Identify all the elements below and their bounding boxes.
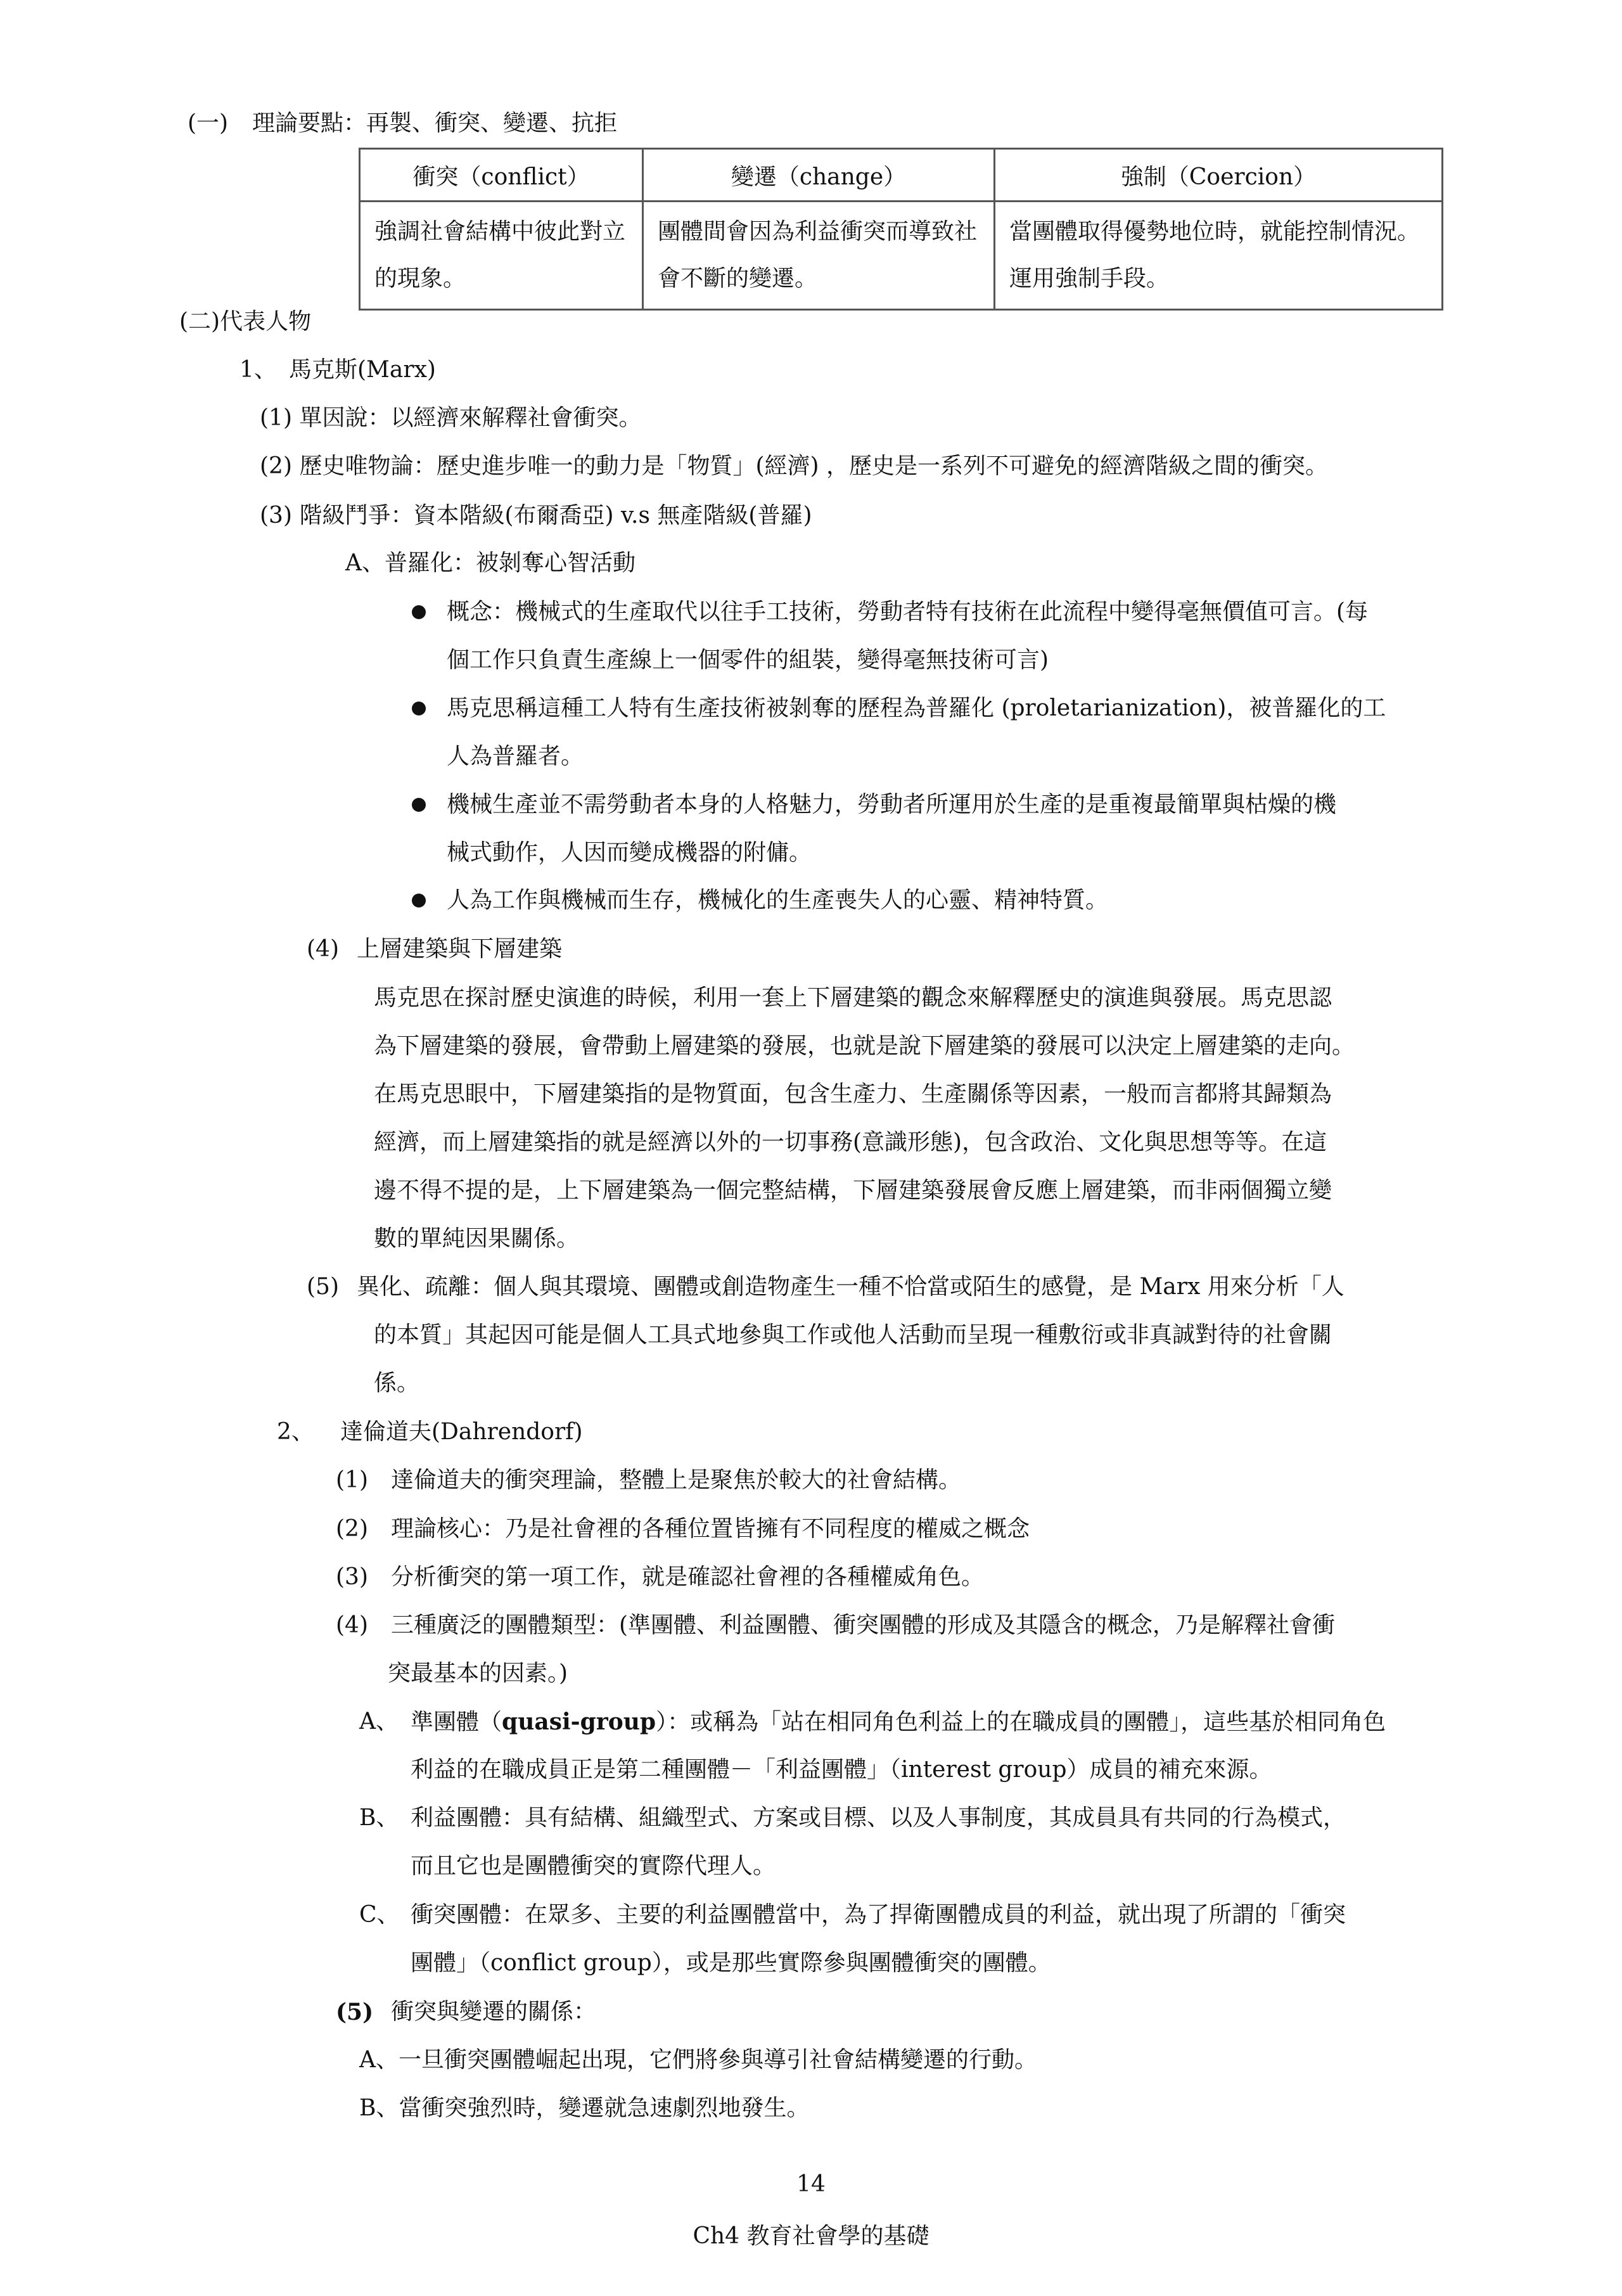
dahrendorf-title-number: 2、	[277, 1419, 314, 1445]
table-cell-conflict: 強調社會結構中彼此對立的現象。	[360, 202, 643, 310]
section-2-heading: (二)代表人物	[179, 309, 312, 335]
marx-point-4-line: 數的單純因果關係。	[374, 1226, 580, 1252]
marx-point-4-line: 馬克思在探討歷史演進的時候，利用一套上下層建築的觀念來解釋歷史的演進與發展。馬克思認	[374, 985, 1332, 1011]
marx-point-5-number: (5)	[307, 1274, 339, 1300]
table-header-change: 變遷（change）	[643, 149, 995, 202]
bullet-2-line-1: 馬克思稱這種工人特有生產技術被剝奪的歷程為普羅化 (proletarianization)，被普羅化的工	[447, 695, 1386, 721]
marx-point-1: (1) 單因說：以經濟來解釋社會衝突。	[260, 405, 642, 431]
conflict-group-line-1: 衝突團體：在眾多、主要的利益團體當中，為了捍衛團體成員的利益，就出現了所謂的「衝突	[411, 1902, 1346, 1928]
dahrendorf-item-text: 分析衝突的第一項工作，就是確認社會裡的各種權威角色。	[391, 1564, 985, 1590]
bullet-4-line-1: 人為工作與機械而生存，機械化的生產喪失人的心靈、精神特質。	[447, 887, 1109, 913]
dahrendorf-item-number: (1)	[336, 1467, 368, 1493]
table-header-coercion: 強制（Coercion）	[995, 149, 1443, 202]
section-1-number: (一)	[188, 110, 229, 136]
dahrendorf-item-number: (3)	[336, 1564, 368, 1590]
marx-point-4-number: (4)	[307, 936, 339, 962]
conflict-group-label: C、	[359, 1902, 400, 1928]
dahrendorf-item-4-number: (4)	[336, 1612, 368, 1638]
relation-point-b: B、當衝突強烈時，變遷就急速劇烈地發生。	[359, 2095, 810, 2121]
table-header-row	[360, 149, 1443, 202]
table-cell-change: 團體間會因為利益衝突而導致社會不斷的變遷。	[643, 202, 995, 310]
bullet-2-line-2: 人為普羅者。	[447, 743, 584, 769]
table-cell-coercion: 當團體取得優勢地位時，就能控制情況。運用強制手段。	[995, 202, 1443, 310]
marx-point-3a: A、普羅化：被剝奪心智活動	[345, 550, 635, 576]
dahrendorf-item-5-title: 衝突與變遷的關係：	[391, 1999, 597, 2025]
interest-group-label: B、	[359, 1805, 399, 1831]
interest-group-line-1: 利益團體：具有結構、組織型式、方案或目標、以及人事制度，其成員具有共同的行為模式，	[411, 1805, 1346, 1831]
interest-group-line-2: 而且它也是團體衝突的實際代理人。	[411, 1853, 776, 1879]
bullet-1-line-1: 概念：機械式的生產取代以往手工技術，勞動者特有技術在此流程中變得毫無價值可言。(每	[447, 599, 1369, 625]
dahrendorf-item-text: 理論核心：乃是社會裡的各種位置皆擁有不同程度的權威之概念	[391, 1516, 1030, 1542]
dahrendorf-item-4-line: 突最基本的因素。)	[388, 1660, 568, 1686]
chapter-footer: Ch4 教育社會學的基礎	[693, 2223, 929, 2249]
marx-point-5-line: 的本質」其起因可能是個人工具式地參與工作或他人活動而呈現一種敷衍或非真誠對待的社會關	[374, 1322, 1332, 1348]
bullet-icon	[412, 702, 426, 715]
dahrendorf-item-number: (2)	[336, 1516, 368, 1542]
marx-point-4-line: 邊不得不提的是，上下層建築為一個完整結構，下層建築發展會反應上層建築，而非兩個獨立變	[374, 1177, 1332, 1203]
marx-point-2: (2) 歷史唯物論：歷史進步唯一的動力是「物質」(經濟) ，歷史是一系列不可避免的經濟階級之間的衝突。	[260, 453, 1328, 479]
marx-point-4-line: 為下層建築的發展，會帶動上層建築的發展，也就是說下層建築的發展可以決定上層建築的走向。	[374, 1033, 1355, 1059]
marx-point-4-title: 上層建築與下層建築	[357, 936, 563, 962]
bullet-icon	[412, 605, 426, 619]
relation-point-a: A、一旦衝突團體崛起出現，它們將參與導引社會結構變遷的行動。	[359, 2047, 1037, 2073]
marx-point-3: (3) 階級鬥爭：資本階級(布爾喬亞) v.s 無產階級(普羅)	[260, 503, 812, 529]
table-header-conflict: 衝突（conflict）	[360, 149, 643, 202]
bullet-3-line-2: 械式動作，人因而變成機器的附傭。	[447, 840, 812, 866]
marx-point-4-line: 在馬克思眼中，下層建築指的是物質面，包含生產力、生產關係等因素，一般而言都將其歸類為	[374, 1081, 1332, 1107]
marx-title-number: 1、	[239, 357, 277, 383]
dahrendorf-title: 達倫道夫(Dahrendorf)	[340, 1419, 583, 1445]
section-1-heading: 理論要點：再製、衝突、變遷、抗拒	[252, 110, 618, 136]
bullet-icon	[412, 894, 426, 907]
bullet-1-line-2: 個工作只負責生產線上一個零件的組裝，變得毫無技術可言)	[447, 647, 1049, 673]
bullet-icon	[412, 798, 426, 812]
dahrendorf-item-5-number: (5)	[336, 1999, 374, 2025]
marx-point-4-line: 經濟，而上層建築指的就是經濟以外的一切事務(意識形態)，包含政治、文化與思想等等。在這	[374, 1129, 1327, 1155]
marx-title: 馬克斯(Marx)	[289, 357, 436, 383]
table-row	[360, 202, 1443, 310]
page-number: 14	[796, 2171, 826, 2197]
theory-table	[359, 148, 1443, 311]
quasi-group-label: A、	[359, 1709, 399, 1735]
bullet-3-line-1: 機械生產並不需勞動者本身的人格魅力，勞動者所運用於生產的是重複最簡單與枯燥的機	[447, 792, 1337, 818]
dahrendorf-item-text: 達倫道夫的衝突理論，整體上是聚焦於較大的社會結構。	[391, 1467, 962, 1493]
dahrendorf-item-4-line: 三種廣泛的團體類型：(準團體、利益團體、衝突團體的形成及其隱含的概念，乃是解釋社會衝	[391, 1612, 1336, 1638]
conflict-group-line-2: 團體」（conflict group），或是那些實際參與團體衝突的團體。	[411, 1950, 1051, 1976]
quasi-group-line-1: 準團體（quasi-group）：或稱為「站在相同角色利益上的在職成員的團體」，這些基於相同角色	[411, 1709, 1386, 1735]
quasi-group-line-2: 利益的在職成員正是第二種團體－「利益團體」（interest group）成員的補充來源。	[411, 1757, 1272, 1783]
marx-point-5-line: 係。	[374, 1370, 420, 1396]
marx-point-5-line: 異化、疏離：個人與其環境、團體或創造物產生一種不恰當或陌生的感覺，是 Marx 用來分析「人	[357, 1274, 1344, 1300]
